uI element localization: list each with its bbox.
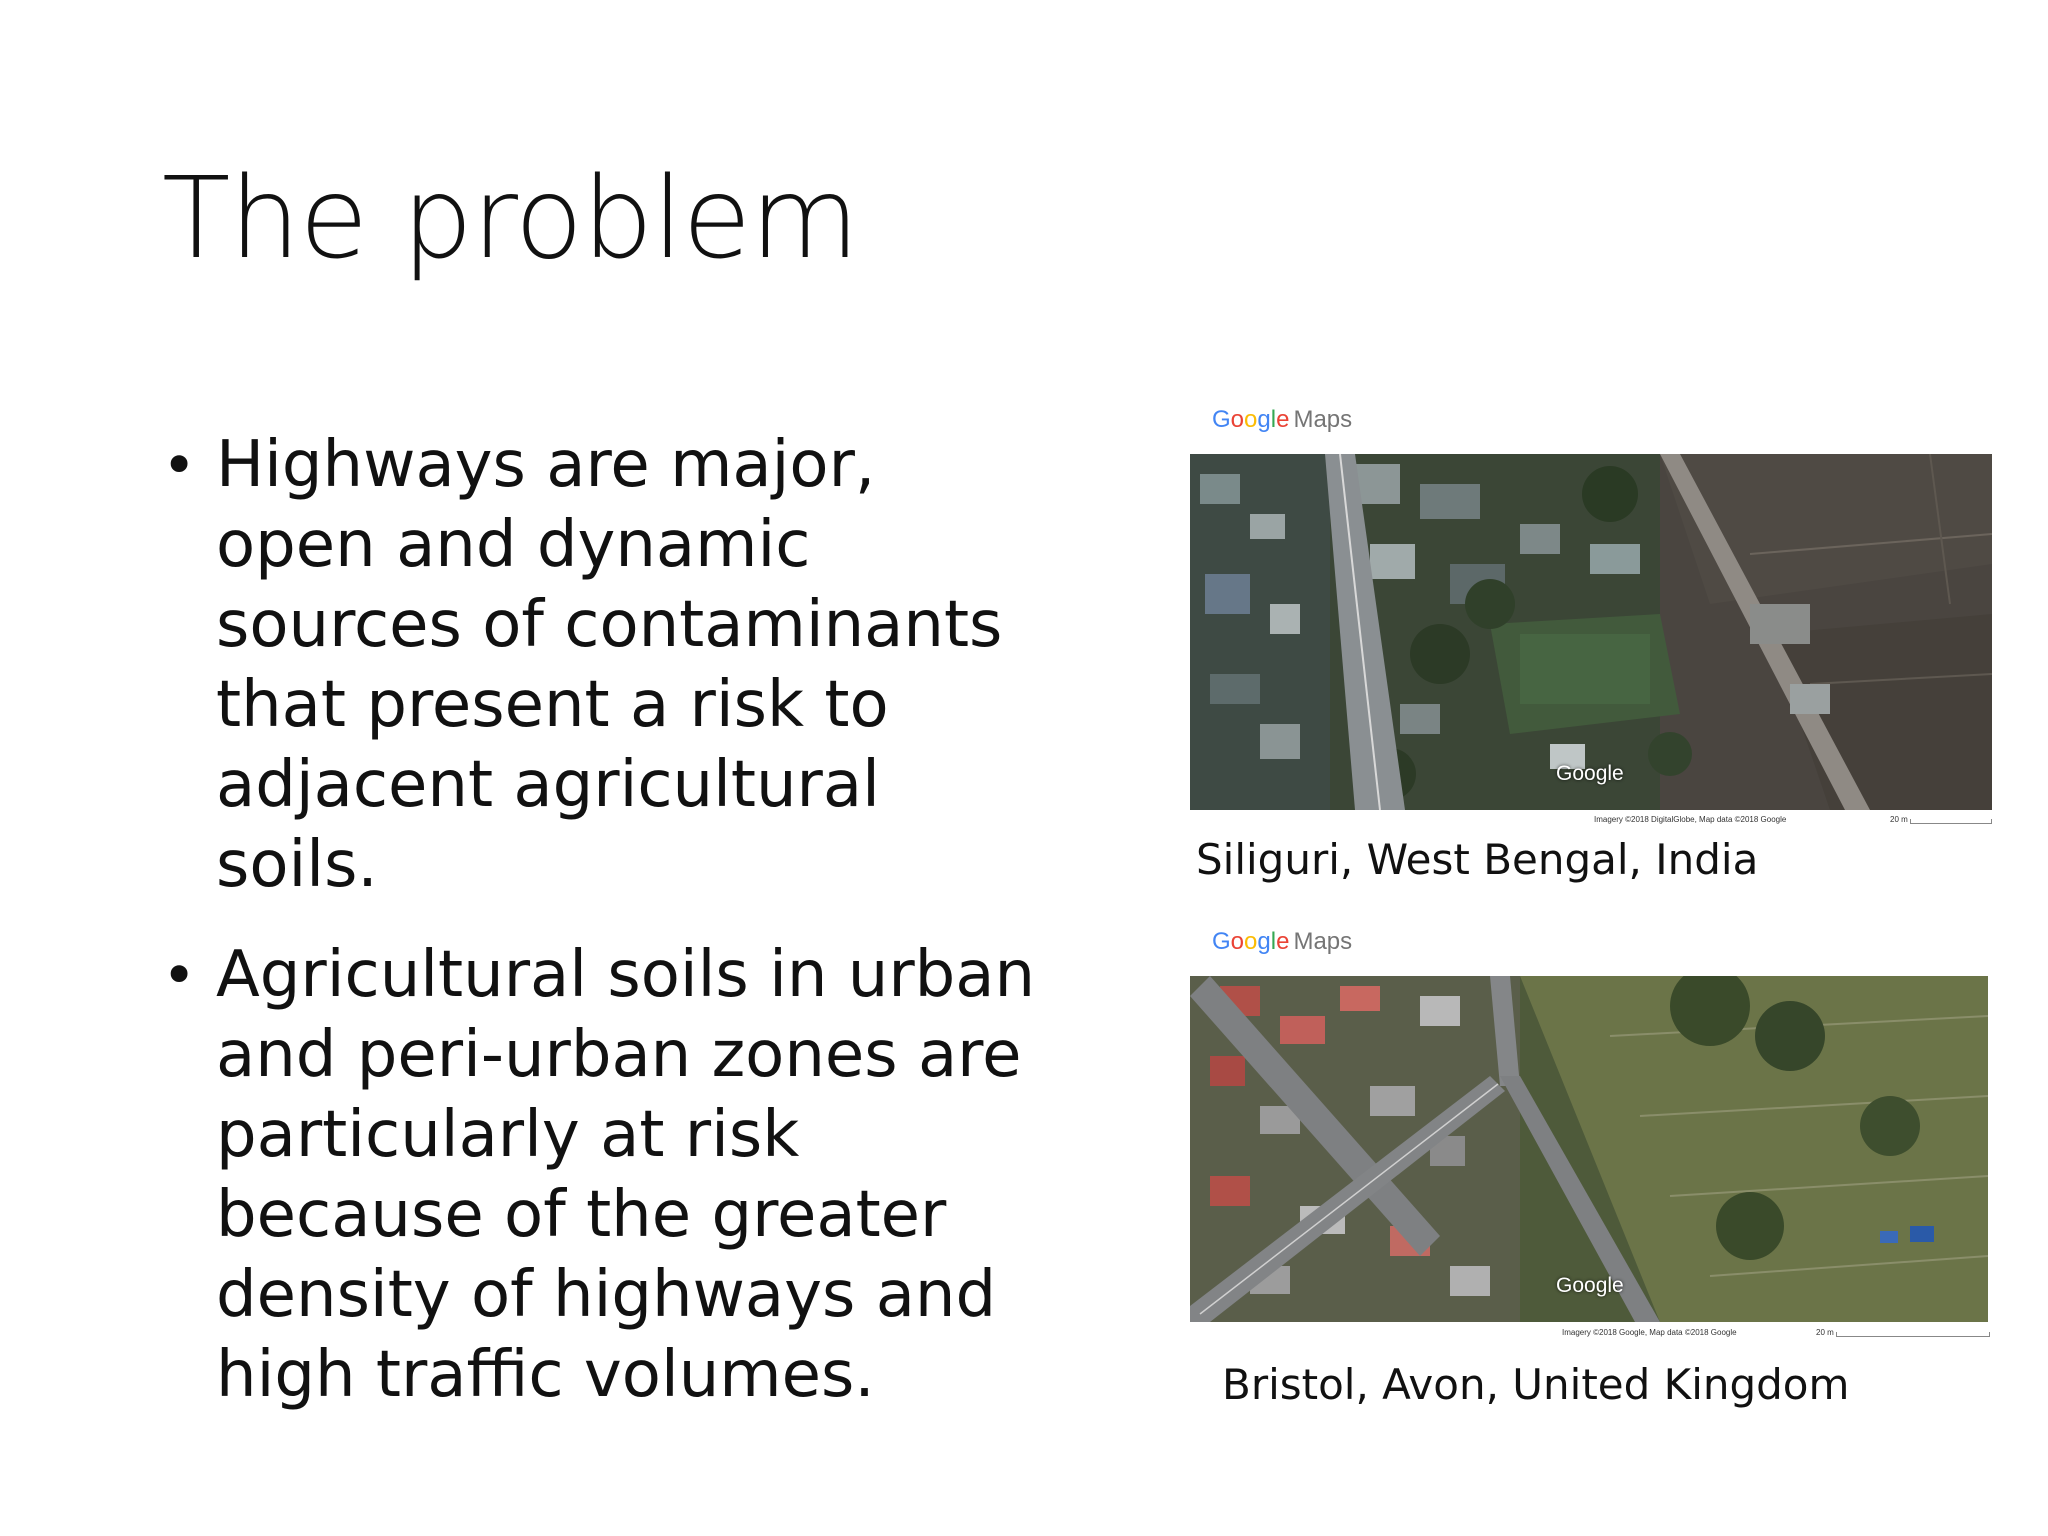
map-attribution: Imagery ©2018 DigitalGlobe, Map data ©2018 Google xyxy=(1594,815,1787,824)
bullet-dot-icon: • xyxy=(162,431,197,499)
satellite-map-siliguri xyxy=(1190,454,1992,810)
map-scale-label: 20 m xyxy=(1816,1328,1834,1337)
scale-bar xyxy=(1910,819,1992,824)
bullet-text: Highways are major, open and dynamic sources of contaminants that present a risk to adjacent agricultural soils. xyxy=(216,428,1003,902)
scale-bar xyxy=(1836,1332,1990,1337)
figure-caption: Bristol, Avon, United Kingdom xyxy=(1222,1360,1850,1409)
map-attribution: Imagery ©2018 Google, Map data ©2018 Google xyxy=(1562,1328,1737,1337)
satellite-map-bristol xyxy=(1190,976,1988,1322)
bullet-dot-icon: • xyxy=(162,941,197,1009)
map-watermark: Google xyxy=(1556,1274,1624,1297)
satellite-map-image xyxy=(1190,976,1988,1322)
satellite-map-image xyxy=(1190,454,1992,810)
bullet-item xyxy=(160,935,1040,1415)
map-scale-label: 20 m xyxy=(1890,815,1908,824)
map-watermark: Google xyxy=(1556,762,1624,785)
bullet-item xyxy=(160,425,1040,905)
google-maps-logo: Google Maps xyxy=(1212,406,1353,433)
figure-caption: Siliguri, West Bengal, India xyxy=(1196,835,1759,884)
bullet-list xyxy=(160,425,1040,1445)
google-maps-logo: Google Maps xyxy=(1212,928,1353,955)
bullet-text: Agricultural soils in urban and peri-urban zones are particularly at risk because of the greater density of highways and high traffic volumes. xyxy=(216,938,1036,1412)
slide-title: The problem xyxy=(162,154,859,284)
